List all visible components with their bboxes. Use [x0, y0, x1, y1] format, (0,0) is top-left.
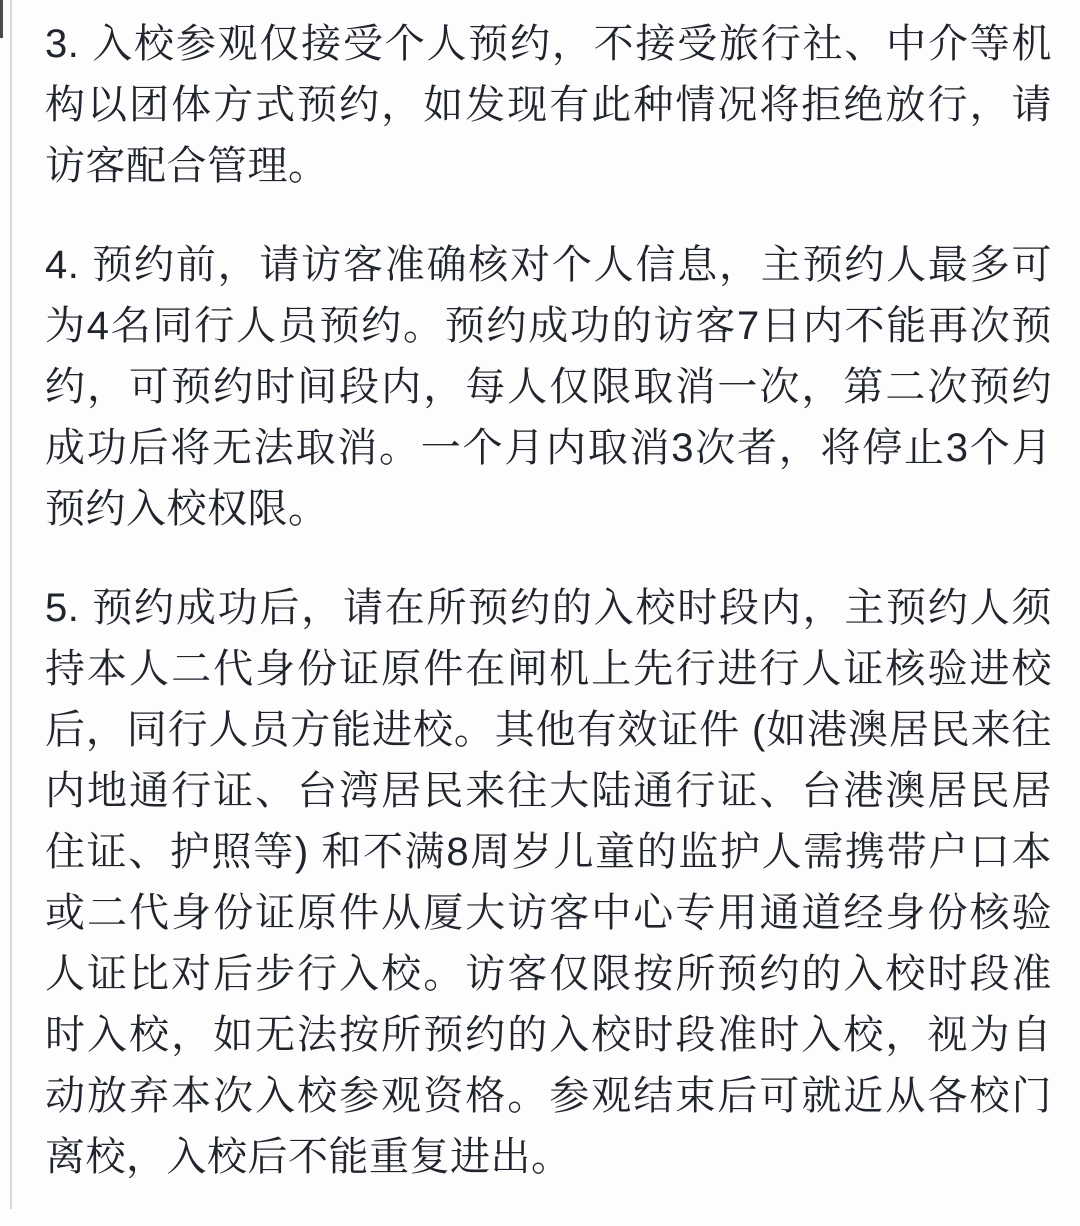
rules-text-block: [45, 0, 1052, 1226]
left-edge-divider: [10, 0, 12, 1209]
visit-rule-paragraph-4: 4. 预约前，请访客准确核对个人信息，主预约人最多可为4名同行人员预约。预约成功的访客7日内不能再次预约，可预约时间段内，每人仅限取消一次，第二次预约成功后将无法取消。一个月内取消3次者，将停止3个月预约入校权限。: [45, 243, 1052, 531]
visit-rule-paragraph-3: 3. 入校参观仅接受个人预约，不接受旅行社、中介等机构以团体方式预约，如发现有此种情况将拒绝放行，请访客配合管理。: [45, 22, 1052, 188]
visit-rule-paragraph-5: 5. 预约成功后，请在所预约的入校时段内，主预约人须持本人二代身份证原件在闸机上先行进行人证核验进校后，同行人员方能进校。其他有效证件 (如港澳居民来往内地通行证、台湾居民来往大陆通行证、台港澳居民居住证、护照等) 和不满8周岁儿童的监护人需携带户口本或二代身份证原件从厦大访客中心专用通道经身份核验人证比对后步行入校。访客仅限按所预约的入校时段准时入校，如无法按所预约的入校时段准时入校，视为自动放弃本次入校参观资格。参观结束后可就近从各校门离校，入校后不能重复进出。: [45, 586, 1052, 1179]
screen-edge-artifact: [0, 0, 3, 38]
